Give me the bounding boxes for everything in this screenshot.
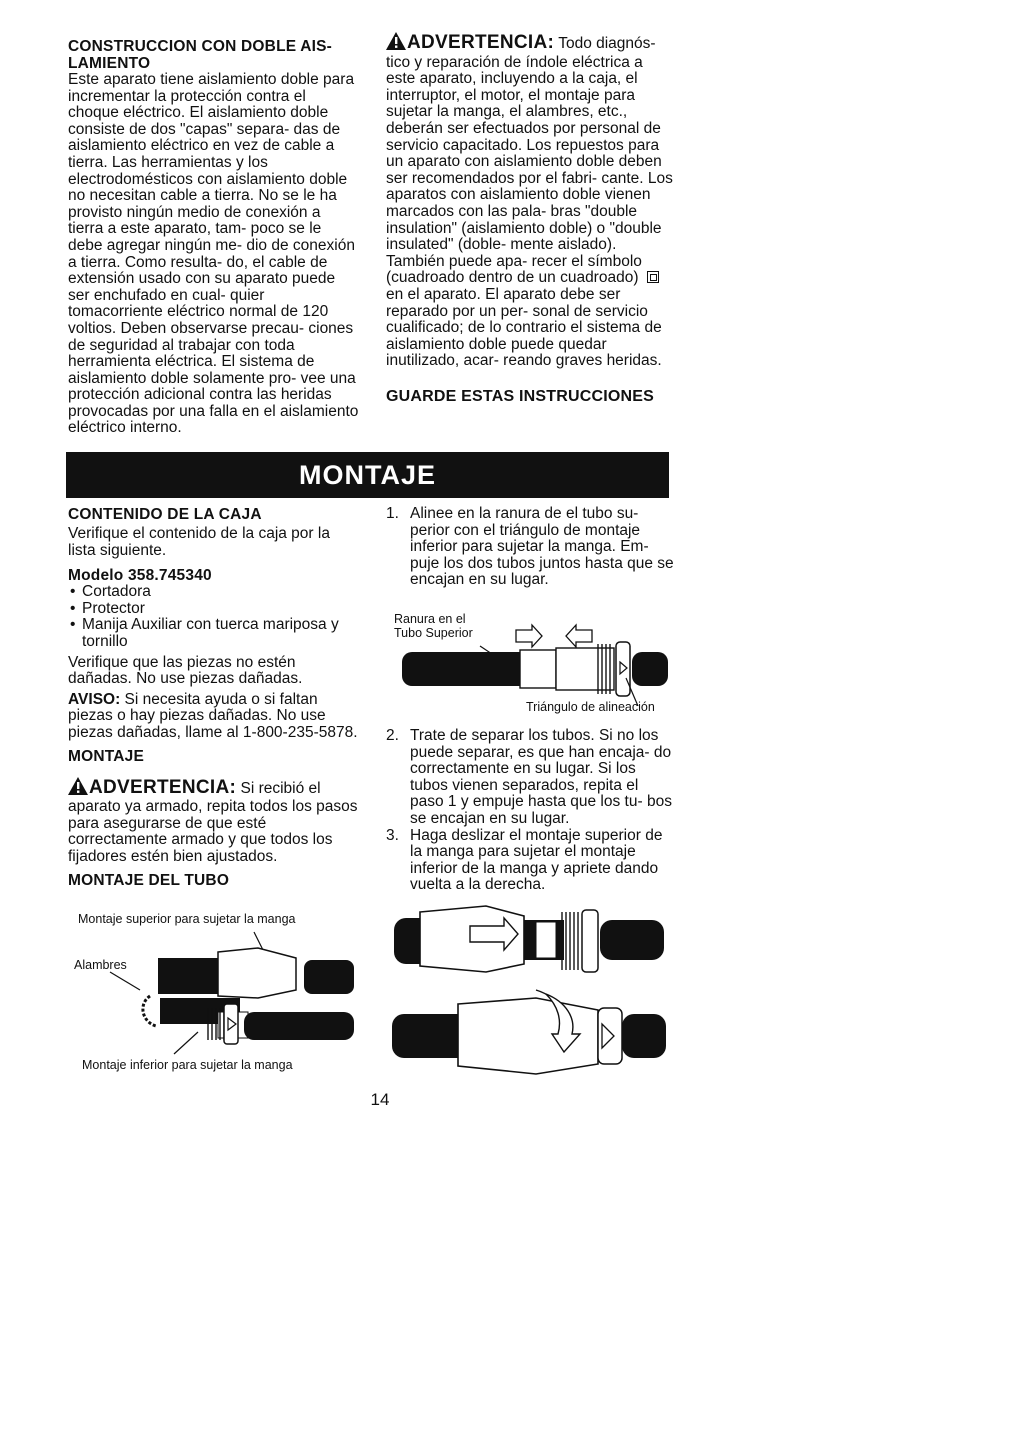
slot-label-line: Tubo Superior bbox=[394, 626, 473, 640]
warning-text-a: Todo diagnós- tico y reparación de índole eléctrica a este aparato, incluyendo a la caja, el interruptor, el motor, el montaje para sujetar la manga, el alambres, etc., deberán ser efectuados por personal de servicio capacitado. Los repuestos para un aparato con aislamiento doble deben ser recomendados por el fabri- cante. Los aparatos con aislamiento doble vienen marcados con las pala- bras "double insulation" (aislamiento doble) o "double insulated" (doble- mente aislado). También puede apa- recer el símbolo (cuadroado dentro de un cuadroado) bbox=[386, 35, 673, 287]
list-item: • Manija Auxiliar con tuerca mariposa y tornillo bbox=[82, 617, 360, 650]
montaje-warning bbox=[68, 777, 360, 866]
page-number: 14 bbox=[370, 1090, 390, 1109]
steps-section-2 bbox=[386, 728, 676, 894]
step-text: Haga deslizar el montaje superior de la manga para sujetar el montaje inferior de la manga y apriete dando vuelta a la derecha. bbox=[410, 826, 663, 894]
tightening-drawing bbox=[386, 902, 676, 1080]
warning-label: ADVERTENCIA: bbox=[89, 776, 237, 798]
warning-text: Si recibió el aparato ya armado, repita todos los pasos para asegurarse de que esté correctamente armado y que todos los fijadores estén bien ajustados. bbox=[68, 779, 358, 865]
step-item bbox=[386, 506, 676, 589]
alignment-drawing bbox=[386, 616, 676, 706]
montaje-heading: MONTAJE bbox=[68, 747, 145, 765]
tube-assembly-figure bbox=[68, 912, 358, 1077]
step-item bbox=[386, 728, 676, 828]
step-number: 3. bbox=[386, 826, 399, 844]
contents-section bbox=[68, 506, 360, 889]
steps-section bbox=[386, 506, 676, 589]
model-heading: Modelo 358.745340 bbox=[68, 567, 212, 585]
step-text: Trate de separar los tubos. Si no los puede separar, es que han encaja- do correctamente en su lugar. Si los tubos vienen separados, repita el paso 1 y empuje hasta que los tu- bos se encajan en su lugar. bbox=[410, 727, 672, 827]
verify-text: Verifique que las piezas no estén dañadas. No use piezas dañadas. bbox=[68, 653, 303, 688]
warning-text-b: en el aparato. El aparato debe ser reparado por un per- sonal de servicio cualificado; de lo contrario el sistema de aislamiento doble puede quedar inutilizado, acar- reando graves heridas. bbox=[386, 285, 662, 370]
double-insulation-section bbox=[68, 38, 360, 437]
step-number: 2. bbox=[386, 727, 399, 744]
section-heading: CONSTRUCCION CON DOBLE AIS- LAMIENTO bbox=[68, 38, 333, 72]
montaje-banner: MONTAJE bbox=[66, 452, 669, 498]
list-item: • Cortadora bbox=[82, 584, 360, 601]
figure-label-triangle: Triángulo de alineación bbox=[526, 700, 655, 714]
tube-assembly-drawing bbox=[68, 926, 358, 1056]
alignment-figure bbox=[386, 612, 676, 716]
aviso-text: Si necesita ayuda o si faltan piezas o hay piezas dañadas. No use piezas dañadas, llame al 1-800-235-5878. bbox=[68, 690, 358, 741]
list-item: • Protector bbox=[82, 601, 360, 618]
steps-list bbox=[386, 728, 676, 894]
warning-label: ADVERTENCIA: bbox=[407, 32, 555, 53]
steps-list bbox=[386, 506, 676, 589]
contents-text: Verifique el contenido de la caja por la lista siguiente. bbox=[68, 525, 330, 559]
warning-section bbox=[386, 32, 676, 405]
slot-label-line: Ranura en el bbox=[394, 612, 466, 626]
aviso-paragraph bbox=[68, 692, 360, 742]
figure-caption-top: Montaje superior para sujetar la manga bbox=[78, 912, 296, 926]
warning-triangle-icon bbox=[386, 32, 406, 55]
tightening-figure bbox=[386, 902, 676, 1080]
save-instructions-heading: GUARDE ESTAS INSTRUCCIONES bbox=[386, 387, 655, 405]
step-number: 1. bbox=[386, 505, 399, 522]
step-item bbox=[386, 828, 676, 894]
warning-paragraph bbox=[386, 32, 676, 370]
double-square-icon bbox=[647, 271, 659, 283]
step-text: Alinee en la ranura de el tubo su- perior con el triángulo de montaje inferior para sujetar la manga. Em- puje los dos tubos juntos hasta que se encajan en su lugar. bbox=[410, 505, 674, 589]
section-body: Este aparato tiene aislamiento doble para incrementar la protección contra el choque eléctrico. El aislamiento doble consiste de dos "capas" separa- das de aislamiento eléctrico en vez de cable a tierra. Las herramientas y los electrodomésticos con aislamiento doble no necesitan cable a tierra. No se le ha provisto ningún medio de conexión a tierra a este aparato, tam- poco se le debe agregar ningún me- dio de conexión a tierra. Como resulta- do, el cable de extensión usado con su aparato puede ser enchufado en cual- quier tomacorriente eléctrico normal de 120 voltios. Deben observarse precau- ciones de seguridad al trabajar con toda herramienta eléctrica. El sistema de aislamiento doble solamente pro- vee una protección adicional contra las heridas provocadas por una falla en el aislamiento eléctrico interno. bbox=[68, 71, 359, 437]
items-list bbox=[68, 584, 360, 650]
tube-heading: MONTAJE DEL TUBO bbox=[68, 871, 230, 889]
contents-heading: CONTENIDO DE LA CAJA bbox=[68, 506, 262, 523]
aviso-label: AVISO: bbox=[68, 690, 121, 708]
warning-triangle-icon bbox=[68, 777, 88, 800]
figure-caption-bottom: Montaje inferior para sujetar la manga bbox=[82, 1058, 293, 1072]
figure-label-wires: Alambres bbox=[74, 958, 127, 972]
